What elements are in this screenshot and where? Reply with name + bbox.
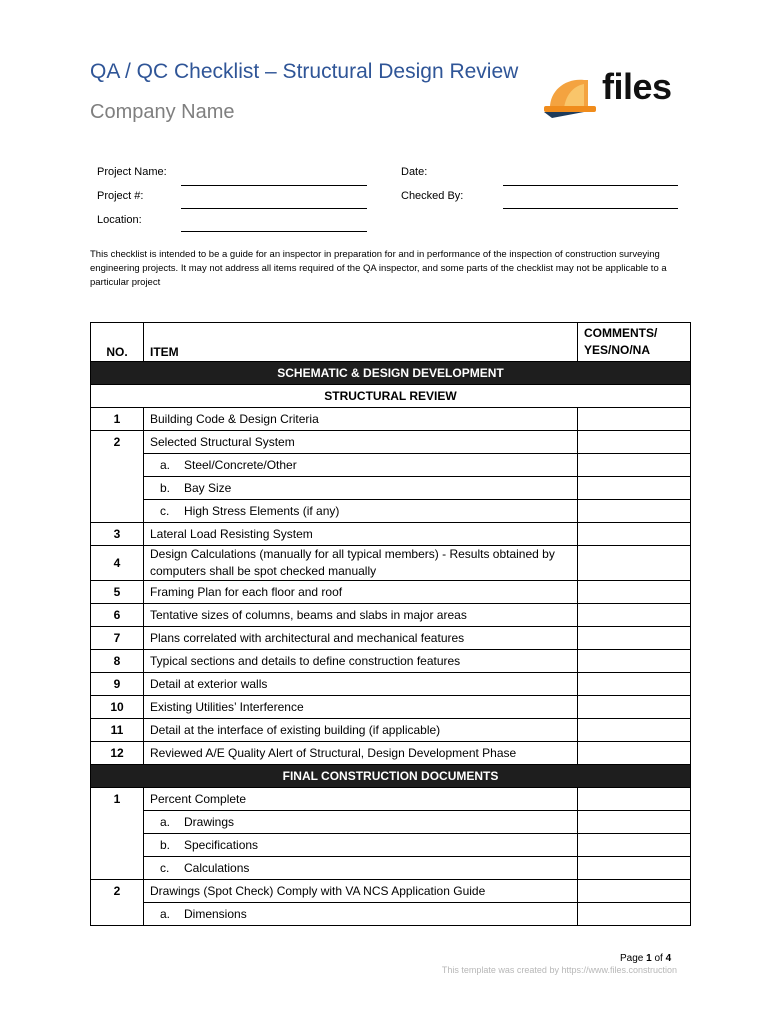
row-comment-cell[interactable] [578,880,691,903]
row-item-text: Reviewed A/E Quality Alert of Structural, Design Development Phase [150,746,517,760]
page-total: 4 [665,953,672,964]
table-row [91,454,691,477]
table-row [91,673,691,696]
row-item [144,903,578,926]
row-number: 5 [91,581,144,604]
sub-item-letter: c. [160,504,170,518]
row-item [144,581,578,604]
row-comment-cell[interactable] [578,408,691,431]
row-item [144,650,578,673]
row-number [91,834,144,857]
row-number: 3 [91,523,144,546]
table-row [91,903,691,926]
row-item-text: Plans correlated with architectural and mechanical features [150,631,465,645]
row-number: 1 [91,408,144,431]
page-indicator [620,953,671,964]
row-comment-cell[interactable] [578,857,691,880]
row-item [144,834,578,857]
row-comment-cell[interactable] [578,431,691,454]
row-number [91,500,144,523]
table-row [91,581,691,604]
checked-by-label: Checked By: [401,190,464,202]
files-logo [544,66,704,120]
row-number: 2 [91,431,144,454]
row-number [91,811,144,834]
row-comment-cell[interactable] [578,788,691,811]
row-number [91,477,144,500]
company-name: Company Name [90,101,235,123]
row-item-text: Drawings (Spot Check) Comply with VA NCS Application Guide [150,884,486,898]
row-item [144,719,578,742]
checked-by-line[interactable] [503,208,678,209]
row-item [144,673,578,696]
table-row [91,408,691,431]
row-item-text: Dimensions [184,907,247,921]
row-comment-cell[interactable] [578,581,691,604]
row-item-text: Tentative sizes of columns, beams and slabs in major areas [150,608,467,622]
row-item [144,546,578,581]
of-word: of [654,953,663,964]
row-comment-cell[interactable] [578,696,691,719]
location-line[interactable] [181,231,367,232]
row-item-text: Design Calculations (manually for all typical members) - Results obtained by computers shall be spot checked manually [150,547,555,578]
row-item-text: Lateral Load Resisting System [150,527,313,541]
row-comment-cell[interactable] [578,500,691,523]
row-item [144,880,578,903]
row-comment-cell[interactable] [578,811,691,834]
col-header-comments [578,323,691,362]
row-comment-cell[interactable] [578,834,691,857]
row-number: 4 [91,546,144,581]
sub-item-letter: a. [160,907,171,921]
row-item-text: Framing Plan for each floor and roof [150,585,343,599]
template-credit: This template was created by https://www.files.construction [441,965,677,975]
row-item-text: Detail at the interface of existing building (if applicable) [150,723,441,737]
row-number: 12 [91,742,144,765]
subsection-structural-review [91,385,691,408]
row-item [144,431,578,454]
col-header-item: ITEM [144,323,578,362]
project-number-line[interactable] [181,208,367,209]
table-row [91,811,691,834]
row-number: 7 [91,627,144,650]
row-item [144,500,578,523]
row-number: 8 [91,650,144,673]
row-comment-cell[interactable] [578,627,691,650]
project-name-label: Project Name: [97,166,167,178]
table-header-row [91,323,691,362]
section-header-schematic [91,362,691,385]
project-number-label: Project #: [97,190,144,202]
row-comment-cell[interactable] [578,650,691,673]
row-item-text: Percent Complete [150,792,247,806]
row-number: 2 [91,880,144,903]
row-item-text: Building Code & Design Criteria [150,412,319,426]
row-comment-cell[interactable] [578,742,691,765]
location-label: Location: [97,214,142,226]
sub-item-letter: c. [160,861,170,875]
col-header-no: NO. [91,323,144,362]
table-row [91,788,691,811]
row-comment-cell[interactable] [578,546,691,581]
table-row [91,696,691,719]
table-row [91,431,691,454]
table-row [91,604,691,627]
row-number: 9 [91,673,144,696]
row-item-text: Detail at exterior walls [150,677,268,691]
row-item [144,523,578,546]
table-row [91,834,691,857]
row-number [91,857,144,880]
logo-wordmark: files [602,66,672,107]
row-item [144,627,578,650]
date-label: Date: [401,166,428,178]
section-header-schematic-cell: SCHEMATIC & DESIGN DEVELOPMENT [91,362,691,385]
row-comment-cell[interactable] [578,719,691,742]
checklist-table [90,322,691,926]
sub-item-letter: a. [160,458,171,472]
row-item-text: Steel/Concrete/Other [184,458,297,472]
row-item-text: Selected Structural System [150,435,295,449]
row-item-text: Bay Size [184,481,232,495]
row-item [144,857,578,880]
row-number: 11 [91,719,144,742]
document-title: QA / QC Checklist – Structural Design Review [90,60,519,83]
page-number: 1 [646,953,652,964]
sub-item-letter: a. [160,815,171,829]
row-item-text: High Stress Elements (if any) [184,504,340,518]
row-item [144,788,578,811]
row-comment-cell[interactable] [578,477,691,500]
row-comment-cell[interactable] [578,454,691,477]
table-row [91,880,691,903]
row-item [144,477,578,500]
sub-item-letter: b. [160,481,171,495]
row-item-text: Specifications [184,838,259,852]
intro-paragraph: This checklist is intended to be a guide for an inspector in preparation for and in performance of the inspection of construction surveying engineering projects. It may not address all items required of the QA inspector, and some parts of the checklist may not be applicable to a particular project [90,249,667,288]
row-item [144,454,578,477]
row-item [144,408,578,431]
row-comment-cell[interactable] [578,903,691,926]
table-row [91,546,691,581]
date-line[interactable] [503,185,678,186]
row-item-text: Existing Utilities’ Interference [150,700,304,714]
row-item [144,696,578,719]
col-header-comments-line1: COMMENTS/ [584,326,658,340]
project-name-line[interactable] [181,185,367,186]
row-item [144,742,578,765]
row-comment-cell[interactable] [578,604,691,627]
section-header-final-cell: FINAL CONSTRUCTION DOCUMENTS [91,765,691,788]
hardhat-icon [544,72,604,120]
table-row [91,857,691,880]
row-comment-cell[interactable] [578,523,691,546]
row-item [144,811,578,834]
row-number [91,454,144,477]
row-number: 6 [91,604,144,627]
sub-item-letter: b. [160,838,171,852]
subsection-structural-review-cell: STRUCTURAL REVIEW [91,385,691,408]
table-row [91,523,691,546]
col-header-comments-line2: YES/NO/NA [584,343,651,357]
row-number: 10 [91,696,144,719]
row-number: 1 [91,788,144,811]
row-item-text: Typical sections and details to define construction features [150,654,461,668]
table-row [91,477,691,500]
row-number [91,903,144,926]
row-item-text: Calculations [184,861,250,875]
row-item [144,604,578,627]
row-comment-cell[interactable] [578,673,691,696]
table-row [91,742,691,765]
section-header-final [91,765,691,788]
row-item-text: Drawings [184,815,235,829]
table-row [91,627,691,650]
page-word: Page [620,953,644,964]
table-row [91,650,691,673]
table-row [91,719,691,742]
table-row [91,500,691,523]
